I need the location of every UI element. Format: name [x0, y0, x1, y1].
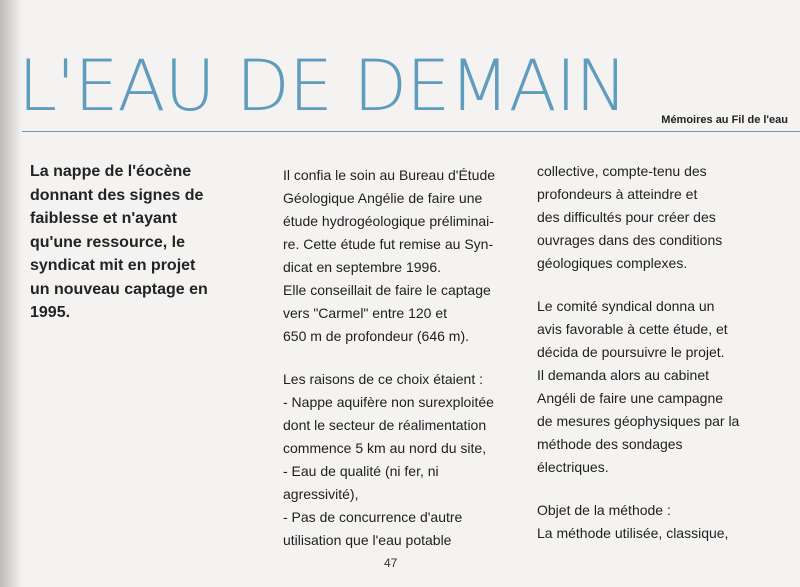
lead-line: La nappe de l'éocène [30, 163, 192, 180]
text-line: décida de poursuivre le projet. [537, 344, 725, 360]
text-line: méthode des sondages [537, 436, 683, 452]
lead-line: syndicat mit en projet [30, 257, 196, 274]
lead-line: faiblesse et n'ayant [30, 210, 177, 227]
text-line: Le comité syndical donna un [537, 298, 715, 314]
text-line: vers "Carmel" entre 120 et [283, 305, 448, 321]
lead-line: qu'une ressource, le [30, 233, 185, 251]
text-line: utilisation que l'eau potable [283, 532, 452, 548]
text-line: commence 5 km au nord du site, [283, 440, 487, 456]
text-line: 650 m de profondeur (646 m). [283, 328, 469, 344]
text-line: ouvrages dans des conditions [537, 232, 723, 248]
text-line: géologiques complexes. [537, 255, 688, 271]
paragraph [537, 499, 787, 545]
text-line: Il confia le soin au Bureau d'Étude [283, 167, 496, 183]
lead-line: 1995. [30, 304, 71, 321]
title-rule [22, 131, 800, 132]
text-line: Il demanda alors au cabinet [537, 367, 709, 383]
lead-paragraph [30, 160, 245, 325]
page-title: L'EAU DE DEMAIN [18, 45, 627, 127]
lead-line: un nouveau captage en [30, 280, 208, 298]
text-line: dicat en septembre 1996. [283, 259, 441, 275]
text-column-1 [283, 164, 533, 552]
paragraph [283, 164, 533, 348]
text-line: Elle conseillait de faire le captage [283, 282, 491, 298]
text-line: dont le secteur de réalimentation [283, 417, 487, 433]
text-line: profondeurs à atteindre et [537, 186, 698, 202]
running-header: Mémoires au Fil de l'eau [661, 114, 788, 126]
text-line: collective, compte-tenu des [537, 163, 707, 179]
text-line: Géologique Angélie de faire une [283, 190, 483, 206]
text-line: re. Cette étude fut remise au Syn- [283, 236, 494, 252]
text-line: avis favorable à cette étude, et [537, 321, 728, 337]
text-line: de mesures géophysiques par la [537, 413, 740, 429]
text-line: des difficultés pour créer des [537, 209, 716, 225]
text-line: La méthode utilisée, classique, [537, 525, 729, 541]
paragraph [283, 368, 533, 552]
paragraph [537, 295, 787, 479]
text-line: Les raisons de ce choix étaient : [283, 371, 484, 387]
text-line: - Pas de concurrence d'autre [283, 509, 463, 525]
paragraph [537, 160, 787, 275]
text-line: - Eau de qualité (ni fer, ni [283, 463, 439, 479]
text-column-2 [537, 160, 787, 545]
text-line: étude hydrogéologique préliminai- [283, 213, 494, 229]
text-line: agressivité), [283, 486, 359, 502]
lead-line: donnant des signes de [30, 186, 204, 204]
text-line: Angéli de faire une campagne [537, 390, 724, 406]
text-line: électriques. [537, 459, 609, 475]
page-number: 47 [384, 556, 398, 570]
text-line: Objet de la méthode : [537, 502, 671, 518]
text-line: - Nappe aquifère non surexploitée [283, 394, 494, 410]
